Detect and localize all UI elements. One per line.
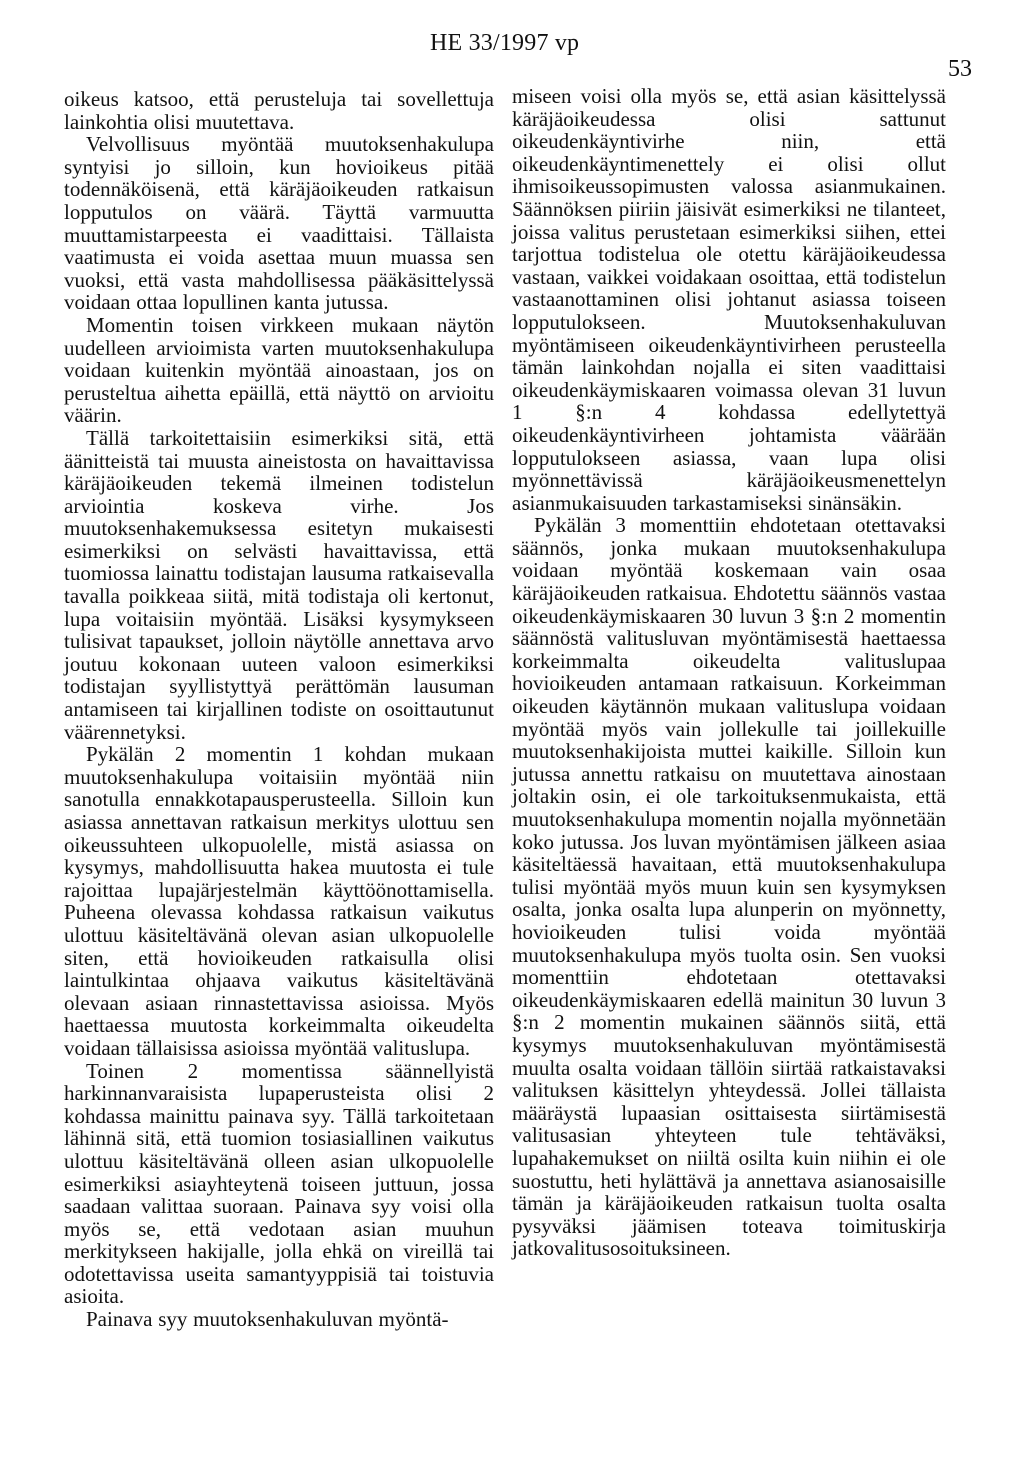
paragraph: Momentin toisen virkkeen mukaan näytön uudelleen arvioimista varten muutoksenhakulupa voidaan kuitenkin myöntää ainoastaan, jos on perusteltua aihetta epäillä, että näyttö on arvioitu väärin.: [64, 312, 494, 428]
paragraph: Velvollisuus myöntää muutoksenhakulupa syntyisi jo silloin, kun hovioikeus pitää todennäköisenä, että käräjäoikeuden ratkaisun lopputulos on väärä. Täyttä varmuutta muuttamistarpeesta ei vaadittaisi. Tällaista vaatimusta ei voida asettaa muun muassa sen vuoksi, että vasta mahdollisessa pääkäsittelyssä voidaan ottaa lopullinen kanta jutussa.: [64, 132, 494, 315]
page-number: 53: [948, 56, 972, 82]
paragraph: Pykälän 3 momenttiin ehdotetaan otettavaksi säännös, jonka mukaan muutoksenhakulupa voidaan myöntää koskemaan vain osaa käräjäoikeuden ratkaisua. Ehdotettu säännös vastaa oikeudenkäymiskaaren 30 luvun 3 §:n 2 momentin säännöstä valitusluvan myöntämisestä haettaessa korkeimmalta oikeudelta valituslupaa hovioikeuden antamaan ratkaisuun. Korkeimman oikeuden käytännön mukaan valituslupa voidaan myöntää myös vain jollekulle tai joillekuille muutoksenhakijoista muttei kaikille. Silloin kun jutussa annettu ratkaisu on muutettava ainostaan joltakin osin, ei ole tarkoituksenmukaista, että muutoksenhakulupa momentin nojalla myönnetään koko jutussa. Jos luvan myöntämisen jälkeen asiaa käsiteltäessä havaitaan, että muutoksenhakulupa tulisi myöntää myös muun kuin sen kysymyksen osalta, jonka osalta lupa alunperin on myönnetty, hovioikeuden tulisi voida myöntää muutoksenhakulupa myös tuolta osin. Sen vuoksi momenttiin ehdotetaan otettavaksi oikeudenkäymiskaaren edellä mainitun 30 luvun 3 §:n 2 momentin mukainen säännös siitä, että kysymys muutoksenhakuluvan myöntämisestä muulta osalta voidaan tällöin siirtää ratkaistavaksi valituksen käsittelyn yhteydessä. Jollei tällaista määräystä lupaasian osittaisesta siirtämisestä valitusasian yhteyteen tule tehtäväksi, lupahakemukset on niiltä osilta kuin niihin ei ole suostuttu, heti hylättävä ja annettava asianosaisille tämän ja käräjäoikeuden ratkaisun tuolta osalta pysyväksi jäämisen toteava toimituskirja jatkovalitusosoituksineen.: [512, 513, 946, 1261]
document-header-title: HE 33/1997 vp: [430, 30, 580, 56]
right-text-column: [512, 85, 946, 1260]
paragraph: miseen voisi olla myös se, että asian käsittelyssä käräjäoikeudessa olisi sattunut oikeudenkäyntivirhe niin, että oikeudenkäyntimenettely ei olisi ollut ihmisoikeussopimusten valossa asianmukainen. Säännöksen piiriin jäisivät esimerkiksi ne tilanteet, joissa valitus perustetaan esimerkiksi siihen, ettei tarjottua todistelua ole otettu käräjäoikeudessa vastaan, vaikkei voidakaan osoittaa, että todistelun vastaanottaminen olisi johtanut asiassa toiseen lopputulokseen. Muutoksenhakuluvan myöntämiseen oikeudenkäyntivirheen perusteella tämän lainkohdan nojalla ei siten vaadittaisi oikeudenkäymiskaaren voimassa olevan 31 luvun 1 §:n 4 kohdassa edellytettyä oikeudenkäyntivirheen johtamista väärään lopputulokseen asiassa, vaan lupa olisi myönnettävissä käräjäoikeusmenettelyn asianmukaisuuden tarkastamiseksi sinänsäkin.: [512, 84, 946, 515]
paragraph: Pykälän 2 momentin 1 kohdan mukaan muutoksenhakulupa voitaisiin myöntää niin sanotulla ennakkotapausperusteella. Silloin kun asiassa annettavan ratkaisun merkitys ulottuu sen oikeussuhteen ulkopuolelle, mistä asiassa on kysymys, mahdollisuutta hakea muutosta ei tule rajoittaa lupajärjestelmän käyttöönottamisella. Puheena olevassa kohdassa ratkaisun vaikutus ulottuu käsiteltävänä olevan asian ulkopuolelle siten, että hovioikeuden ratkaisulla olisi laintulkintaa ohjaava vaikutus käsiteltävänä olevaan asiaan rinnastettavissa asioissa. Myös haettaessa muutosta korkeimmalta oikeudelta voidaan tällaisissa asioissa myöntää valituslupa.: [64, 742, 494, 1060]
left-text-column: [64, 88, 494, 1331]
paragraph: Toinen 2 momentissa säännellyistä harkinnanvaraisista lupaperusteista olisi 2 kohdassa mainittu painava syy. Tällä tarkoitetaan lähinnä sitä, että tuomion tosiasiallinen vaikutus ulottuu käsiteltävänä olleen asian ulkopuolelle esimerkiksi asiayhteytenä toiseen juttuun, jossa saadaan valittaa suoraan. Painava syy voisi olla myös se, että vedotaan asian muuhun merkitykseen hakijalle, jolla ehkä on vireillä tai odotettavissa useita samantyyppisiä tai toistuvia asioita.: [64, 1058, 494, 1309]
paragraph: oikeus katsoo, että perusteluja tai sovellettuja lainkohtia olisi muutettava.: [64, 87, 494, 134]
paragraph: Painava syy muutoksenhakuluvan myöntä-: [86, 1307, 449, 1332]
paragraph: Tällä tarkoitettaisiin esimerkiksi sitä, että äänitteistä tai muusta aineistosta on havaittavissa käräjäoikeuden tekemä ilmeinen todistelun arviointia koskeva virhe. Jos muutoksenhakemuksessa esitetyn mukaisesti esimerkiksi on selvästi havaittavissa, että tuomiossa lainattu todistajan lausuma ratkaisevalla tavalla poikkeaa siitä, mitä todistaja oli kertonut, lupa voitaisiin myöntää. Lisäksi kysymykseen tulisivat tapaukset, jolloin näytölle annettava arvo joutuu kokonaan uuteen valoon esimerkiksi todistajan syyllistyttyä perättömän lausuman antamiseen tai kirjallinen todiste on osoittautunut väärennetyksi.: [64, 425, 494, 744]
